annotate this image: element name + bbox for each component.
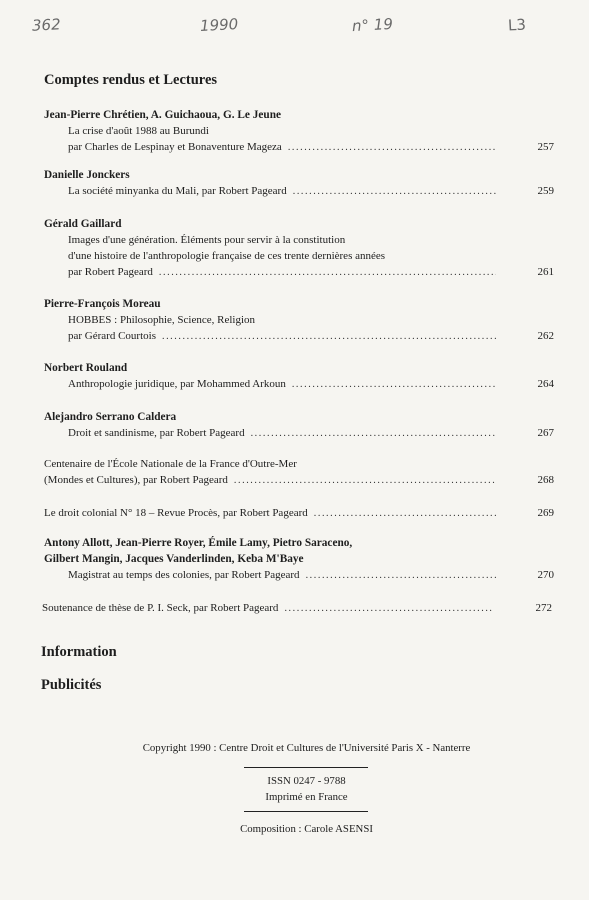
entry-page: 272 [535, 602, 552, 614]
entry-page: 264 [537, 378, 554, 390]
entry-page: 269 [537, 507, 554, 519]
entry-title: Anthropologie juridique, par Mohammed Arkoun [68, 378, 286, 390]
entry-byline: (Mondes et Cultures), par Robert Pageard [44, 474, 228, 486]
information-heading: Information [41, 644, 117, 660]
toc-entry [44, 107, 554, 156]
entry-byline: par Charles de Lespinay et Bonaventure Mageza [68, 141, 282, 153]
composition-line: Composition : Carole ASENSI [240, 823, 373, 835]
toc-entry [44, 360, 554, 393]
entry-authors: Jean-Pierre Chrétien, A. Guichaoua, G. Le Jeune [44, 109, 282, 121]
entry-page: 268 [537, 474, 554, 486]
publicites-heading: Publicités [41, 677, 102, 693]
entry-title: Soutenance de thèse de P. I. Seck, par Robert Pageard [42, 602, 279, 614]
toc-entry [44, 535, 554, 584]
entry-authors: Pierre-François Moreau [44, 298, 161, 310]
entry-title: Magistrat au temps des colonies, par Robert Pageard [68, 569, 300, 581]
entry-authors: Norbert Rouland [44, 362, 128, 374]
entry-page: 259 [537, 185, 554, 197]
toc-entry [42, 600, 552, 617]
margin-note-code: L3 [507, 15, 527, 35]
copyright-line: Copyright 1990 : Centre Droit et Cultures de l'Université Paris X - Nanterre [142, 742, 471, 754]
entry-title: Le droit colonial N° 18 – Revue Procès, par Robert Pageard [44, 507, 308, 519]
entry-authors: Alejandro Serrano Caldera [44, 411, 177, 423]
toc-entry [44, 409, 554, 442]
margin-note-issue: n° 19 [351, 14, 394, 36]
entry-title: La société minyanka du Mali, par Robert Pageard [68, 185, 287, 197]
divider [244, 811, 368, 812]
entry-page: 262 [537, 330, 554, 342]
toc-entry [44, 505, 554, 522]
entry-byline: par Gérard Courtois [68, 330, 156, 342]
entry-authors: Danielle Jonckers [44, 169, 130, 181]
entry-title-cont: d'une histoire de l'anthropologie française de ces trente dernières années [68, 250, 386, 262]
entry-title: La crise d'août 1988 au Burundi [68, 125, 209, 137]
entry-title: Centenaire de l'École Nationale de la France d'Outre-Mer [44, 458, 297, 470]
entry-authors: Gérald Gaillard [44, 218, 122, 230]
toc-entry [44, 216, 554, 281]
toc-entry [44, 456, 554, 489]
entry-title: Droit et sandinisme, par Robert Pageard [68, 427, 245, 439]
entry-page: 270 [537, 569, 554, 581]
issn-line: ISSN 0247 - 9788 [267, 775, 346, 787]
entry-title: Images d'une génération. Éléments pour servir à la constitution [68, 234, 346, 246]
entry-authors-cont: Gilbert Mangin, Jacques Vanderlinden, Keba M'Baye [44, 553, 304, 565]
toc-entry [44, 296, 554, 345]
printed-line: Imprimé en France [265, 791, 348, 803]
entry-title: HOBBES : Philosophie, Science, Religion [68, 314, 255, 326]
entry-page: 267 [537, 427, 554, 439]
margin-note-number: 362 [31, 15, 62, 35]
toc-entry [44, 167, 554, 200]
entry-page: 261 [537, 266, 554, 278]
entry-byline: par Robert Pageard [68, 266, 153, 278]
divider [244, 767, 368, 768]
margin-note-year: 1990 [199, 15, 239, 35]
entry-authors: Antony Allott, Jean-Pierre Royer, Émile Lamy, Pietro Saraceno, [44, 537, 353, 549]
entry-page: 257 [537, 141, 554, 153]
section-title: Comptes rendus et Lectures [44, 72, 218, 88]
